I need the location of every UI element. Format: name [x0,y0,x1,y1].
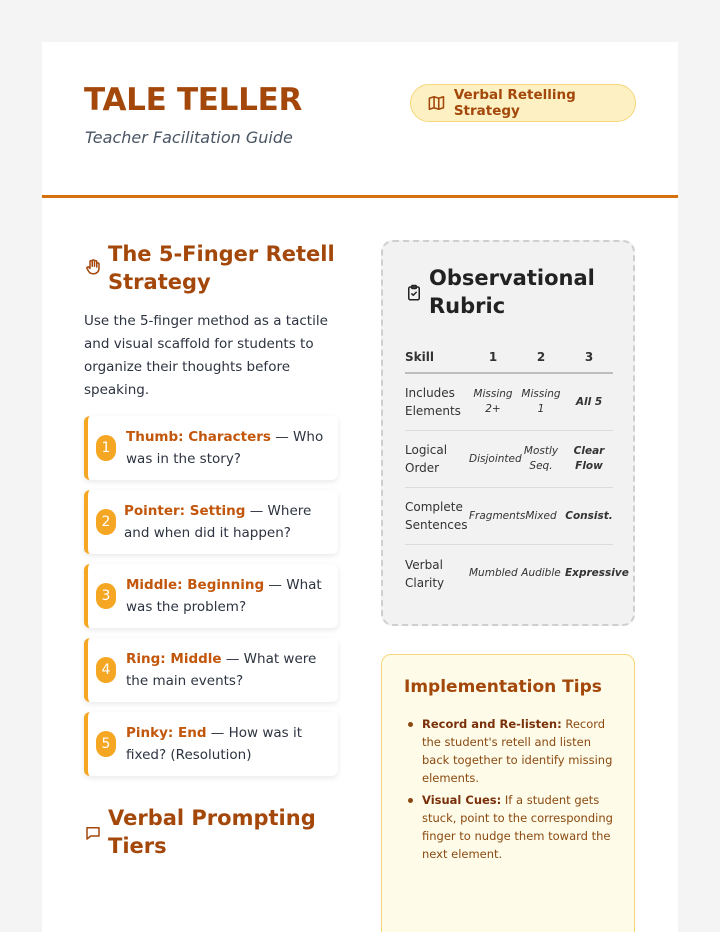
prompting-heading-line2: Tiers [108,834,167,858]
badge-label: Verbal Retelling Strategy [453,87,576,119]
finger-label: Pinky: End [126,725,207,741]
skill-cell: Logical Order [405,443,448,475]
finger-number: 2 [96,509,116,535]
strategy-intro: Use the 5-finger method as a tactile and visual scaffold for students to organize their thoughts before speaking. [84,313,328,398]
finger-number: 3 [96,583,116,609]
guide-card [42,42,678,932]
tips-panel [381,654,635,932]
finger-text: — Who was in the story? [126,429,324,467]
tips-title: Implementation Tips [404,677,602,697]
finger-label: Middle: Beginning [126,577,265,593]
strategy-badge [410,84,636,122]
table-row [405,488,613,545]
tip-label: Visual Cues: [422,793,502,807]
page-subtitle: Teacher Facilitation Guide [85,128,293,147]
finger-text: — How was it fixed? (Resolution) [126,725,303,763]
rubric-header-row [405,342,613,374]
score-3-cell: All 5 [575,395,603,408]
score-1-cell: Mumbled [469,567,518,579]
rubric-panel [381,240,635,626]
finger-number: 1 [96,435,116,461]
finger-card [84,564,338,628]
strategy-heading-line1: The 5-Finger Retell [108,242,335,266]
score-2-cell: Mixed [525,509,557,522]
bullet-icon [408,798,413,803]
finger-label: Pointer: Setting [124,503,246,519]
column-header: 1 [488,349,498,364]
tip-item [406,715,616,787]
rubric-heading [405,264,595,320]
finger-card [84,490,338,554]
page-title: TALE TELLER [84,82,303,118]
score-1-cell: Disjointed [469,452,522,465]
column-header: Skill [405,350,434,364]
prompting-heading-line1: Verbal Prompting [108,806,316,830]
score-1-cell: Missing 2+ [473,388,513,415]
column-header: 2 [536,349,546,364]
table-row [405,431,613,488]
finger-label: Ring: Middle [126,651,222,667]
finger-text: — What were the main events? [126,651,317,689]
map-icon [427,93,446,113]
table-row [405,545,629,602]
score-3-cell: Expressive [565,567,629,579]
finger-text: — What was the problem? [126,577,322,615]
skill-cell: Complete Sentences [405,500,468,532]
finger-number: 5 [96,731,116,757]
finger-text: — Where and when did it happen? [124,503,312,541]
bullet-icon [408,722,413,727]
page-header [42,42,678,198]
skill-cell: Includes Elements [405,386,461,418]
clipboard-check-icon [405,284,423,302]
hand-icon [84,258,102,276]
prompting-heading [84,804,316,860]
score-2-cell: Missing 1 [521,388,561,415]
finger-number: 4 [96,657,116,683]
score-3-cell: Consist. [565,509,613,522]
chat-icon [84,824,102,842]
column-header: 3 [584,349,594,364]
strategy-heading-line2: Strategy [108,270,211,294]
rubric-table [405,342,629,602]
tip-label: Record and Re-listen: [422,717,562,731]
score-2-cell: Audible [521,567,561,579]
skill-cell: Verbal Clarity [405,557,445,590]
tip-text: Record the student's retell and listen back together to identify missing elements. [422,717,613,785]
finger-label: Thumb: Characters [126,429,271,445]
score-3-cell: Clear Flow [573,445,605,472]
rubric-heading-line2: Rubric [429,294,506,318]
rubric-heading-line1: Observational [429,266,595,290]
tip-item [406,791,616,863]
tip-text: If a student gets stuck, point to the corresponding finger to nudge them toward the next element. [422,793,613,861]
finger-card [84,712,338,776]
finger-card [84,638,338,702]
table-row [405,374,613,431]
strategy-heading [84,240,335,296]
score-2-cell: Mostly Seq. [523,445,559,472]
score-1-cell: Fragments [469,509,526,522]
finger-card [84,416,338,480]
